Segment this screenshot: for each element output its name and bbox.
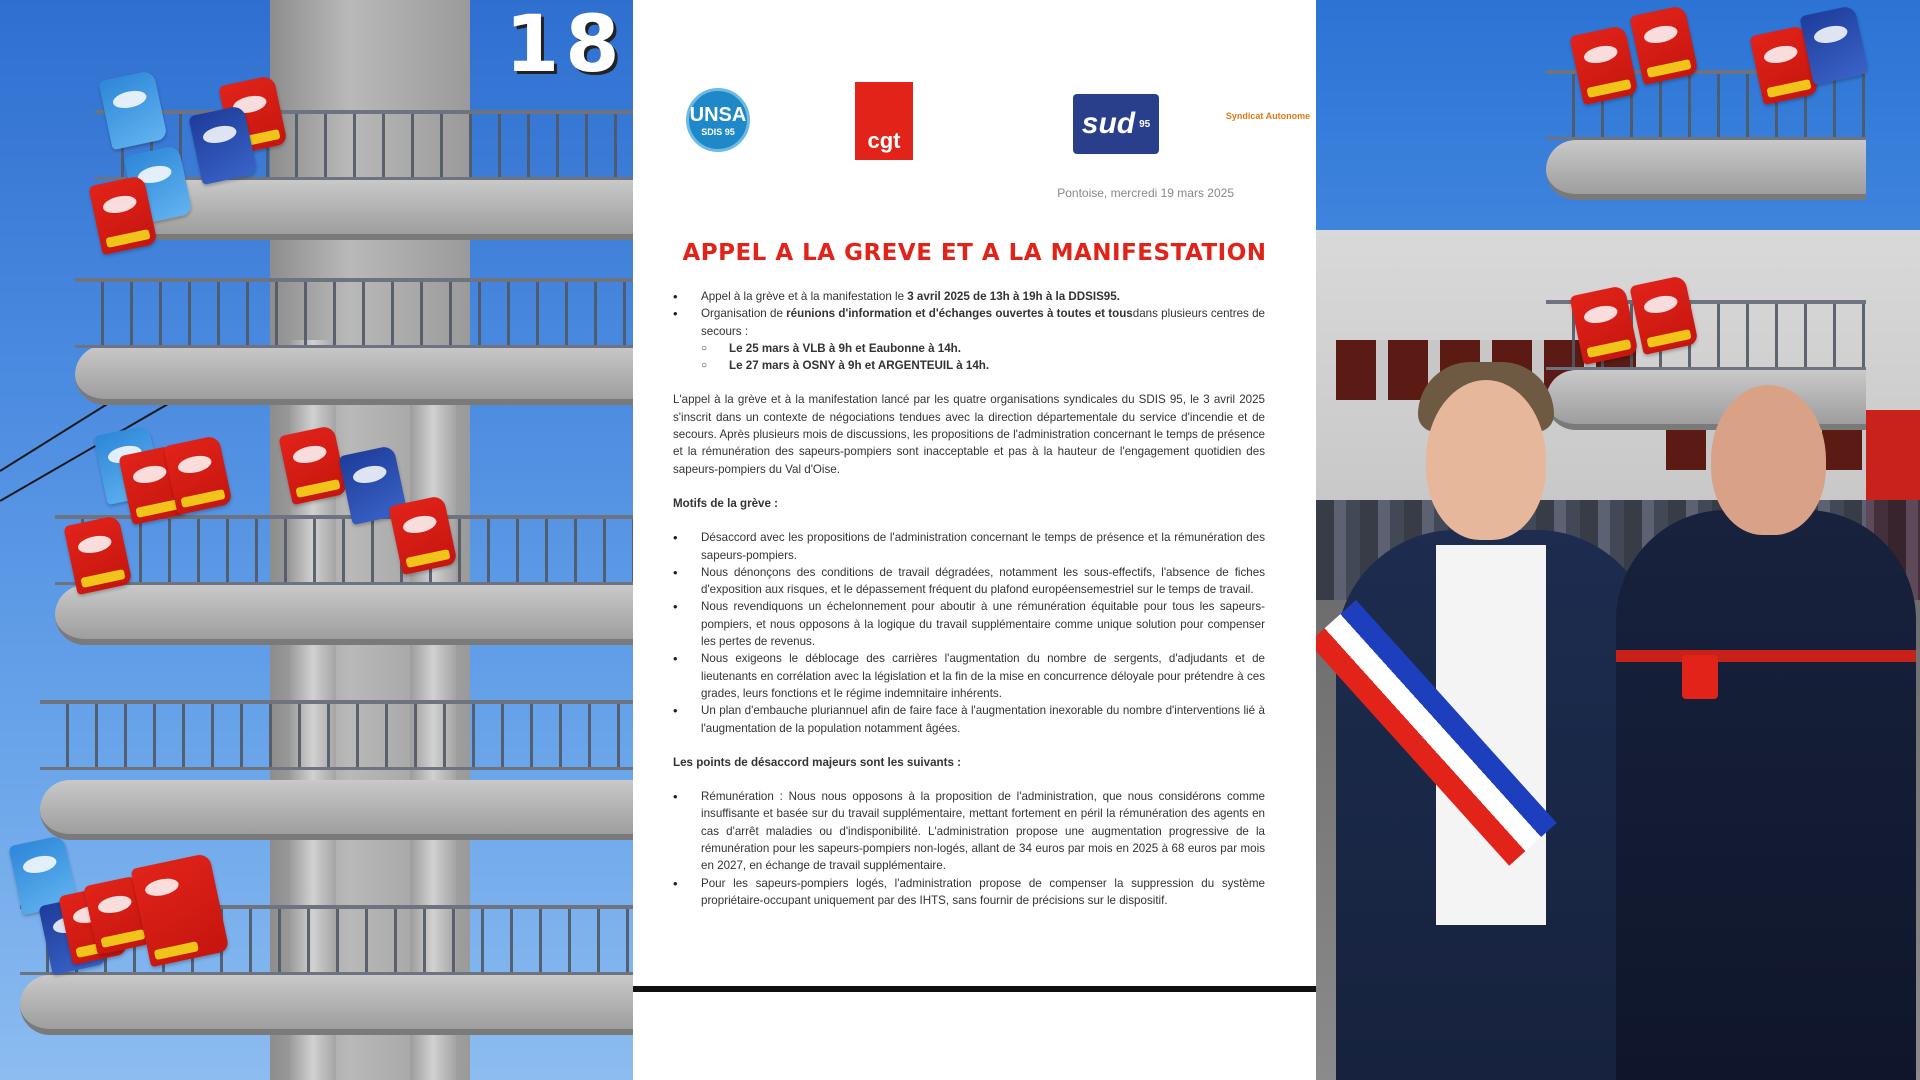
intro-list bbox=[673, 288, 1265, 340]
list-item: • Rémunération : Nous nous opposons à la proposition de l'administration, que nous considérons comme insuffisante et basée sur du travail supplémentaire, mettant fortement en péril la rémunération des agents en cas d'arrêt maladies ou d'indisponibilité. L'administration propose une augmentation progressive de la rémunération pour les sapeurs-pompiers non-logés, allant de 34 euros par mois en 2025 à 68 euros par mois en 2027, en échange de travail supplémentaire. bbox=[673, 788, 1265, 874]
sub-list-item: ○ Le 27 mars à OSNY à 9h et ARGENTEUIL à 14h. bbox=[673, 357, 1265, 374]
tower-floor bbox=[75, 345, 633, 405]
tower-floor bbox=[1546, 140, 1866, 200]
document-title: APPEL A LA GREVE ET A LA MANIFESTATION bbox=[682, 240, 1267, 266]
cgt-badge bbox=[1682, 655, 1718, 699]
list-item: • Pour les sapeurs-pompiers logés, l'administration propose de compenser la suppression du système propriétaire-occupant uniquement par des IHTS, sans fournir de précisions sur le dispositif. bbox=[673, 875, 1265, 910]
sud-logo: sud 95 bbox=[1073, 94, 1159, 154]
strike-document bbox=[633, 0, 1316, 992]
union-logos bbox=[673, 82, 1311, 162]
tower-railing bbox=[55, 515, 633, 585]
person-left-face bbox=[1426, 380, 1546, 540]
tower-floor bbox=[20, 975, 633, 1035]
right-photo-people bbox=[1316, 0, 1920, 1080]
list-item: • Nous revendiquons un échelonnement pour aboutir à une rémunération équitable pour tous les sapeurs-pompiers, et nous opposons à la logique du travail supplémentaire comme unique solution pour compenser les pertes de revenus. bbox=[673, 598, 1265, 650]
context-paragraph: L'appel à la grève et à la manifestation lancé par les quatre organisations syndicales du SDIS 95, le 3 avril 2025 s'inscrit dans un contexte de négociations tendues avec la direction départementale du service d'incendie et de secours. Après plusieurs mois de discussions, les propositions de l'administration concernant le temps de présence et la rémunération des sapeurs-pompiers sont inacceptable et pas à la hauteur de l'engagement quotidien des sapeurs-pompiers du Val d'Oise. bbox=[673, 393, 1265, 476]
tower-railing bbox=[75, 278, 633, 348]
tower-number: 18 bbox=[505, 0, 626, 90]
desaccord-heading: Les points de désaccord majeurs sont les suivants : bbox=[673, 755, 962, 769]
syndicat-autonome-logo: Syndicat Autonome bbox=[1225, 111, 1311, 121]
list-item: • Appel à la grève et à la manifestation le 3 avril 2025 de 13h à 19h à la DDSIS95. bbox=[673, 288, 1265, 305]
list-item: • Organisation de réunions d'information et d'échanges ouvertes à toutes et tousdans plusieurs centres de secours : bbox=[673, 305, 1265, 340]
motifs-heading: Motifs de la grève : bbox=[673, 496, 779, 510]
meeting-sublist bbox=[673, 340, 1265, 375]
motifs-list bbox=[673, 529, 1265, 737]
person-right-face bbox=[1711, 385, 1826, 535]
left-photo-tower bbox=[0, 0, 633, 1080]
desaccord-list bbox=[673, 788, 1265, 909]
cgt-logo: cgt bbox=[855, 82, 913, 160]
tower-floor bbox=[40, 780, 633, 840]
list-item: • Désaccord avec les propositions de l'administration concernant le temps de présence et la rémunération des sapeurs-pompiers. bbox=[673, 529, 1265, 564]
list-item: • Un plan d'embauche pluriannuel afin de faire face à l'augmentation inexorable du nombre d'interventions lié à l'augmentation de la population notamment âgées. bbox=[673, 702, 1265, 737]
sub-list-item: ○ Le 25 mars à VLB à 9h et Eaubonne à 14h. bbox=[673, 340, 1265, 357]
tower-floor bbox=[55, 585, 633, 645]
document-body bbox=[673, 288, 1265, 909]
person-right-uniform bbox=[1616, 510, 1916, 1080]
document-date: Pontoise, mercredi 19 mars 2025 bbox=[1057, 186, 1234, 200]
uniform-stripe bbox=[1616, 650, 1916, 662]
unsa-logo: UNSA SDIS 95 bbox=[686, 88, 750, 152]
list-item: • Nous exigeons le déblocage des carrières l'augmentation du nombre de sergents, d'adjudants et de lieutenants en corrélation avec la législation et la fin de la mise en concurrence déloyale pour prétendre à ces grades, leurs fonctions et le régime indemnitaire inhérents. bbox=[673, 650, 1265, 702]
tower-railing bbox=[40, 700, 633, 770]
list-item: • Nous dénonçons des conditions de travail dégradées, notamment les sous-effectifs, l'absence de fiches d'exposition aux risques, et le dépassement fréquent du plafond européensemestriel sur le temps de travail. bbox=[673, 564, 1265, 599]
